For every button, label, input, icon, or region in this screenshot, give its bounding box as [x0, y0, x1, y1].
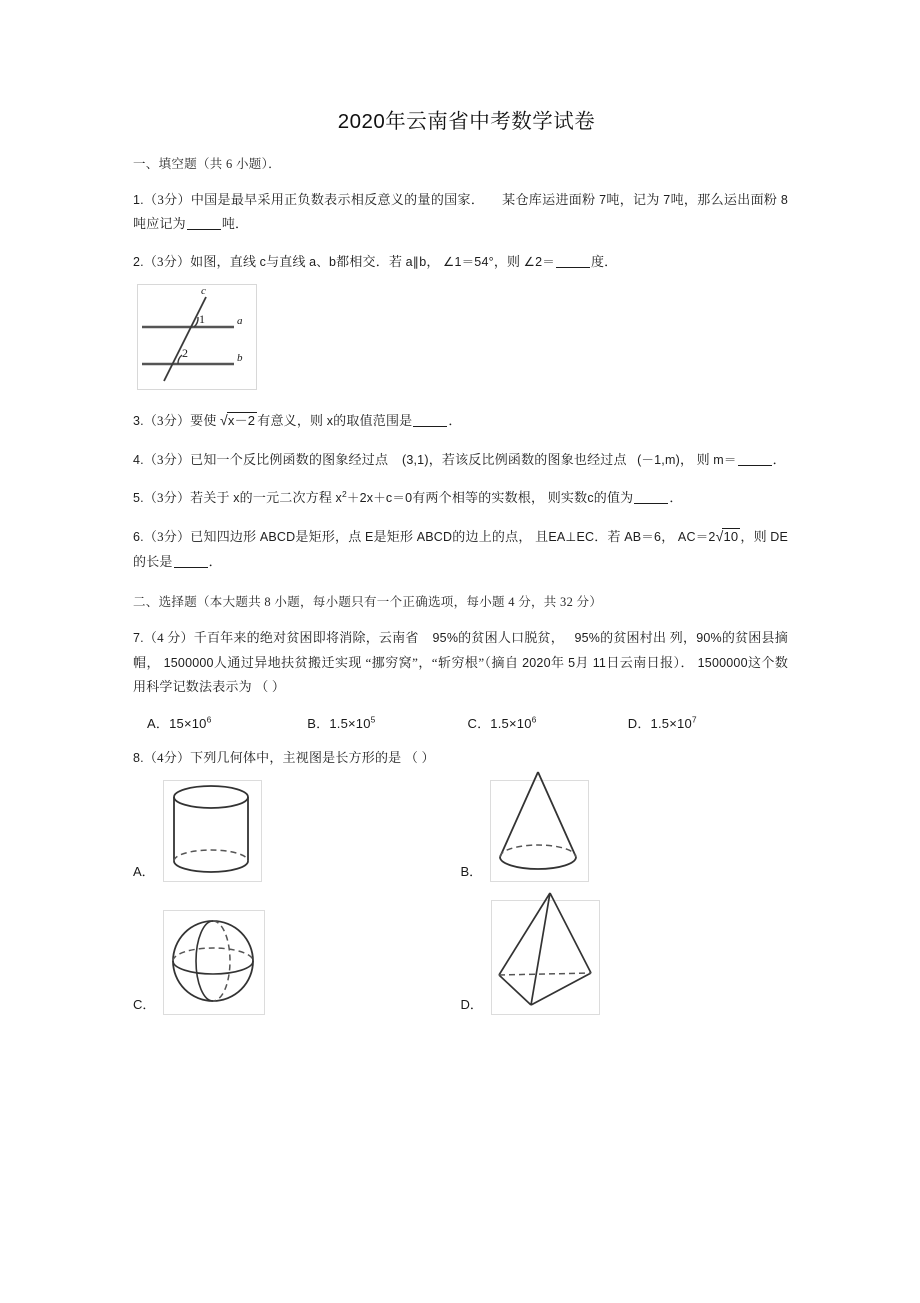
q1-value-3: 8	[780, 193, 789, 207]
q5-answer-blank[interactable]	[634, 491, 668, 504]
q2-text-a: 如图，直线	[190, 254, 257, 270]
q2-number: 2	[133, 255, 141, 270]
q7-option-c-letter: C．	[467, 715, 491, 731]
q2-text-e: ，则	[493, 254, 521, 270]
q8-option-c-letter: C．	[133, 996, 156, 1012]
q5-text-e: 的值为	[593, 490, 634, 506]
section-heading-fill-in-blank: 一、填空题（共 6 小题）．	[133, 157, 281, 171]
q1-answer-blank[interactable]	[187, 217, 221, 230]
cylinder-icon	[164, 781, 259, 879]
q5-var-x: x	[233, 491, 240, 506]
q3-radicand: x－2	[227, 413, 256, 429]
q8-figure-cylinder-box	[163, 780, 262, 882]
figure-label-angle-1: 1	[199, 312, 205, 327]
q7-marks: （4 分）	[143, 630, 194, 646]
q7-text-j: 月	[575, 654, 589, 670]
solids-row-top	[133, 780, 788, 882]
q7-quote-1: “挪穷窝”	[365, 654, 419, 670]
q7-option-d-letter: D．	[627, 715, 651, 731]
q7-option-b-exponent: 5	[370, 714, 376, 725]
q2-text-d: ，	[426, 254, 440, 270]
question-6: 6.（3分）已知四边形 ABCD是矩形，点 E是矩形 ABCD的边上的点， 且EA⊥EC．若 AB＝6， AC＝2√10 ，则 DE的长是 ．	[133, 524, 788, 574]
q6-text-g: ，	[661, 529, 675, 545]
q1-text-c: 吨，记为	[606, 192, 660, 207]
q7-text-d: 列，	[669, 630, 697, 646]
q7-pct-3: 90%	[696, 631, 722, 646]
question-2: 2.（3分）如图，直线 c与直线 a、b都相交．若 a∥b， ∠1＝54°，则 ∠2＝ 度．	[133, 254, 618, 270]
q6-quad: ABCD	[259, 530, 296, 545]
q2-text-b: 与直线	[266, 254, 306, 270]
q3-number: 3	[133, 414, 141, 429]
question-3: 3.（3分）要使 √x－2 有意义，则 x的取值范围是 ．	[133, 408, 788, 434]
q6-condition: EA⊥EC	[548, 530, 595, 545]
q7-text-a: 千百年来的绝对贫困即将消除，云南省	[193, 630, 419, 646]
figure-label-b: b	[237, 352, 243, 365]
q7-option-d-exponent: 7	[691, 714, 697, 725]
q1-text-d: 吨，那么运出面粉	[670, 192, 778, 207]
q5-eq-exponent: 2	[341, 489, 347, 500]
q7-option-b-letter: B．	[307, 715, 330, 731]
q1-text-e: 吨应记为	[133, 216, 186, 232]
q6-number: 6	[133, 530, 141, 545]
q6-text-a: 已知四边形	[190, 529, 257, 545]
q5-text-f: ．	[669, 490, 683, 506]
q3-text-b: 有意义，则	[257, 413, 324, 429]
q1-value-2: 7	[663, 193, 671, 207]
q2-answer-blank[interactable]	[556, 255, 590, 268]
q7-option-b-mantissa: 1.5×10	[329, 715, 371, 731]
q8-option-d[interactable]	[461, 900, 789, 1015]
q8-option-c[interactable]	[133, 910, 461, 1015]
q1-marks: （3分）	[143, 192, 191, 207]
page-title: 2020年云南省中考数学试卷	[337, 110, 596, 133]
figure-label-c: c	[201, 285, 206, 298]
q7-text-h: （摘自	[484, 654, 519, 670]
q8-option-a[interactable]	[133, 780, 461, 882]
q7-day: 11	[592, 655, 607, 670]
figure-parallel-lines-transversal	[137, 284, 257, 390]
sphere-icon	[164, 911, 262, 1012]
q1-text-b: 某仓库运进面粉	[502, 192, 596, 207]
cone-icon	[491, 764, 586, 880]
q7-text-i: 年	[550, 654, 565, 670]
q8-option-b-letter: B．	[460, 863, 483, 879]
q8-figure-sphere-box	[163, 910, 265, 1015]
question-8-options	[133, 780, 788, 1015]
q7-option-b[interactable]	[307, 713, 467, 732]
q4-marks: （3分）	[143, 452, 191, 468]
q6-radicand: 10	[723, 529, 739, 545]
q4-answer-blank[interactable]	[738, 453, 772, 466]
q2-parallel-cond: a∥b	[405, 255, 427, 270]
q6-square-root	[716, 524, 741, 550]
q2-angle-2: ∠2＝	[523, 255, 555, 270]
q7-number-1: 1500000	[163, 655, 214, 670]
radical-sign: √	[715, 528, 724, 545]
q4-text-d: 则	[696, 452, 710, 468]
q7-option-c-exponent: 6	[531, 714, 537, 725]
q8-figure-tetrahedron-box	[491, 900, 600, 1015]
q2-var-c: c	[259, 255, 267, 270]
figure-label-a: a	[237, 315, 243, 328]
q5-equation	[336, 491, 413, 505]
q2-text-c: 都相交．若	[336, 254, 403, 270]
q6-quad-2: ABCD	[416, 530, 453, 545]
q6-text-c: 是矩形	[373, 529, 414, 545]
q4-text-a: 已知一个反比例函数的图象经过点	[190, 452, 389, 468]
q7-year: 2020	[522, 655, 551, 670]
q6-text-f: ．若	[594, 529, 621, 545]
q5-text-d: 则实数	[547, 490, 588, 506]
q5-eq-rest: ＋2x＋c＝0	[346, 491, 413, 506]
q7-text-b: 的贫困人口脱贫，	[458, 630, 565, 646]
q7-pct-2: 95%	[574, 631, 601, 646]
q7-answer-paren[interactable]: （ ）	[255, 678, 286, 694]
q5-var-c: c	[587, 491, 594, 506]
q7-text-e: 的贫困县摘帽，	[133, 630, 788, 670]
question-8: 8.（4分）下列几何体中，主视图是长方形的是 （ ）	[133, 749, 435, 765]
q6-text-d: 的边上的点，	[452, 529, 532, 545]
q8-figure-cone-box	[490, 780, 589, 882]
q1-text-a: 中国是最早采用正负数表示相反意义的量的国家．	[190, 192, 485, 207]
q2-angle-1: ∠1＝54°	[443, 255, 494, 270]
q7-option-d-mantissa: 1.5×10	[650, 715, 692, 731]
q7-text-f: 人通过异地扶贫搬迁实现	[213, 654, 362, 670]
q8-answer-paren[interactable]: （ ）	[404, 749, 435, 765]
q1-text-f: 吨．	[221, 216, 249, 232]
q4-text-e: ．	[772, 452, 786, 468]
q8-option-d-letter: D．	[460, 996, 483, 1012]
q4-point-2: (－1,m)	[637, 453, 680, 468]
q7-option-a-exponent: 6	[206, 714, 212, 725]
q8-text: 下列几何体中，主视图是长方形的是	[190, 749, 402, 765]
q7-text-g: ，	[418, 654, 432, 670]
q3-text-a: 要使	[190, 413, 217, 429]
q4-var-m: m＝	[713, 453, 737, 468]
q5-eq-base: x	[335, 491, 342, 506]
q1-value-1: 7	[599, 193, 607, 207]
q7-option-a-mantissa: 15×10	[169, 715, 207, 731]
q7-option-d[interactable]	[628, 713, 788, 732]
q3-square-root	[220, 408, 257, 434]
q7-quote-2: “斩穷根”	[431, 654, 485, 670]
solids-row-bottom	[133, 900, 788, 1015]
q7-number: 7	[133, 631, 141, 646]
q3-marks: （3分）	[143, 413, 191, 429]
q6-text-h: ，则	[740, 529, 767, 545]
q6-answer-blank[interactable]	[174, 555, 208, 568]
q1-number: 1	[133, 193, 141, 207]
q6-ac-length: AC＝2	[677, 530, 716, 545]
radical-sign: √	[220, 412, 228, 429]
q6-ab-length: AB＝6	[624, 530, 662, 545]
q7-text-c: 的贫困村出	[600, 630, 667, 646]
q5-text-c: 有两个相等的实数根，	[412, 490, 545, 506]
q4-number: 4	[133, 453, 141, 468]
q7-text-k: 日云南日报）．	[606, 654, 694, 670]
q3-text-c: 的取值范围是	[333, 413, 413, 429]
q3-var-x: x	[326, 414, 334, 429]
q4-text-c: ，	[679, 452, 694, 468]
q7-text-l: 这个数用科学记数法表示为	[133, 654, 789, 694]
q7-option-a-letter: A．	[147, 715, 170, 731]
q7-option-c[interactable]	[468, 713, 628, 732]
q6-text-e: 且	[535, 529, 549, 545]
q5-text-a: 若关于	[190, 490, 230, 506]
q8-option-a-letter: A．	[133, 863, 155, 879]
question-5: 5.（3分）若关于 x的一元二次方程 $x^2+2x+c=0$有两个相等的实数根， 则实数c的值为 ．	[133, 489, 683, 506]
q3-text-d: ．	[448, 413, 462, 429]
q6-de: DE	[770, 530, 789, 545]
figure-label-angle-2: 2	[182, 346, 188, 361]
q5-number: 5	[133, 491, 141, 506]
page-content	[133, 104, 788, 1033]
q8-marks: （4分）	[143, 749, 191, 765]
q8-number: 8	[133, 750, 141, 765]
q6-point-e: E	[364, 530, 374, 545]
question-7: 7.（4 分）千百年来的绝对贫困即将消除，云南省 95%的贫困人口脱贫， 95%的贫困村出 列，90%的贫困县摘帽， 1500000人通过异地扶贫搬迁实现 “挪穷窝”，“斩穷根”（摘自 2020年 5月 11日云南日报）． 1500000这个数用科学记数法表示为 （ ）	[133, 630, 789, 694]
q8-option-b[interactable]	[461, 780, 789, 882]
q6-text-i: 的长是	[133, 554, 173, 570]
line-c-transversal	[164, 297, 206, 381]
question-1: 1.（3分）中国是最早采用正负数表示相反意义的量的国家． 某仓库运进面粉 7吨，记为 7吨，那么运出面粉 8吨应记为 吨．	[133, 192, 789, 232]
question-4: 4.（3分）已知一个反比例函数的图象经过点 (3,1)，若该反比例函数的图象也经过点 (－1,m)， 则 m＝ ．	[133, 452, 786, 468]
q7-option-a[interactable]	[147, 713, 307, 732]
q2-var-ab: a、b	[309, 255, 337, 270]
question-7-options	[147, 713, 788, 732]
q7-month: 5	[568, 655, 576, 670]
q2-marks: （3分）	[143, 254, 191, 270]
q7-option-c-mantissa: 1.5×10	[490, 715, 532, 731]
q6-marks: （3分）	[143, 529, 191, 545]
q2-text-f: 度．	[590, 254, 618, 270]
tetrahedron-icon	[492, 883, 597, 1015]
q7-number-2: 1500000	[697, 655, 748, 670]
q6-text-j: ．	[208, 554, 222, 570]
q4-text-b: ，若该反比例函数的图象也经过点	[428, 452, 627, 468]
q5-marks: （3分）	[143, 490, 191, 506]
section-heading-multiple-choice: 二、选择题（本大题共 8 小题，每小题只有一个正确选项，每小题 4 分，共 32 分）	[133, 595, 603, 610]
q5-text-b: 的一元二次方程	[239, 490, 333, 506]
q3-answer-blank[interactable]	[413, 414, 447, 427]
q7-pct-1: 95%	[432, 631, 459, 646]
q4-point-1: (3,1)	[401, 453, 429, 468]
q6-text-b: 是矩形，点	[295, 529, 362, 545]
parallel-lines-svg	[138, 285, 254, 387]
